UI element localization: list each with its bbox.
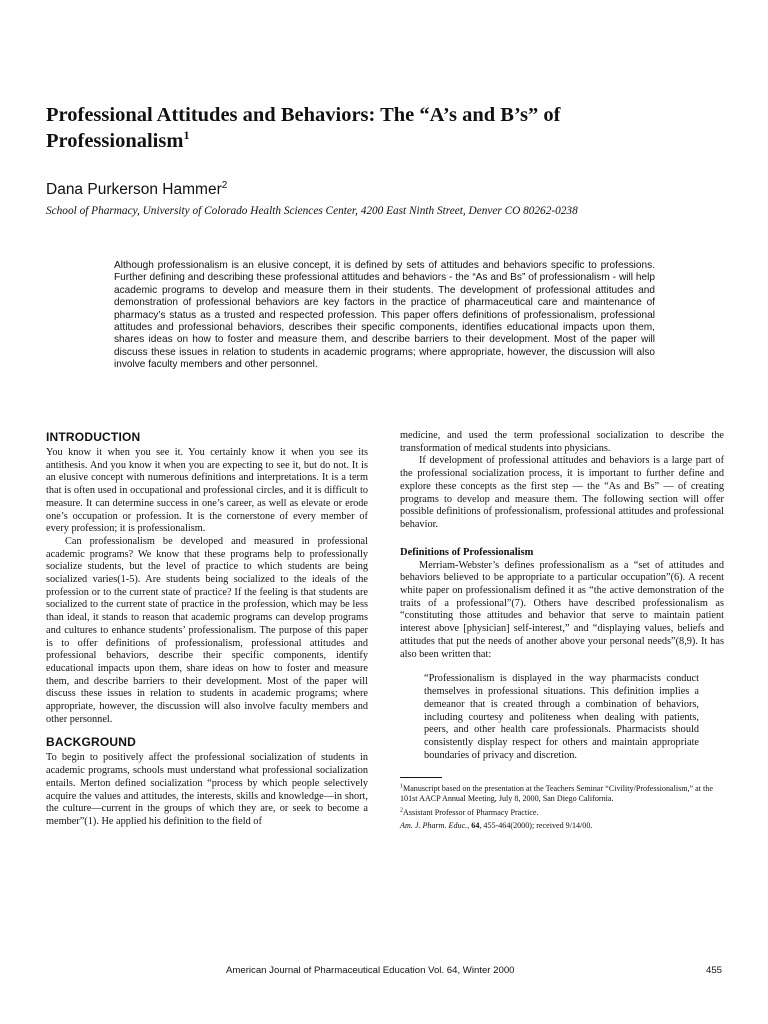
definitions-heading: Definitions of Professionalism bbox=[400, 546, 534, 558]
author-affiliation: School of Pharmacy, University of Colorado Health Sciences Center, 4200 East Ninth Street, Denver CO 80262-0238 bbox=[46, 205, 578, 217]
abstract: Although professionalism is an elusive concept, it is defined by sets of attitudes and behaviors specific to professions. Further defining and describing these professional attitudes and behaviors - the “As and Bs” of professionalism - will help academic programs to develop and measure them in their students. The development of professional attitudes and demonstration of professional behaviors are key factors in the practice of pharmaceutical care and maintenance of pharmacy’s status as a trusted and respected profession. This paper offers definitions of professionalism, professional attitudes and professional behaviors, describes their specific components, identifies educational impacts upon them, shares ideas on how to foster and measure them, and describe barriers to their development. Most of the paper will discuss these issues in relation to students in academic programs; where appropriate, however, the discussion will also involve faculty members and other personnel. bbox=[114, 260, 655, 371]
article-title bbox=[46, 102, 686, 154]
citation-details: , 455-464(2000); received 9/14/00. bbox=[479, 821, 593, 831]
citation-volume: 64 bbox=[471, 821, 480, 831]
footnote-1 bbox=[400, 784, 724, 805]
footnote-2-number: 2 bbox=[400, 806, 403, 813]
background-heading: BACKGROUND bbox=[46, 735, 136, 750]
right-column bbox=[400, 430, 724, 834]
background-paragraph-1: To begin to positively affect the professional socialization of students in academic programs, schools must understand what professional socialization entails. Merton defined socialization “process by which people selectively acquire the values and attitudes, the interests, skills and knowledge—in short, the culture—current in the groups of which they are, or seek to become a member”(1). He applied his definition to the field of bbox=[46, 752, 368, 827]
background-paragraph-2: If development of professional attitudes and behaviors is a large part of the professional socialization process, it is important to further define and explore these concepts as the first step — the “As and Bs” — of creating programs to develop and measure them. The following section will offer possible definitions of professionalism, professional attitudes and professional behavior. bbox=[400, 455, 724, 530]
introduction-paragraph-1: You know it when you see it. You certainly know it when you see its antithesis. And you know it when you are expecting to see it, but do not. It is an elusive concept with numerous definitions and interpretations. It is a term that is often used in occupational and professional circles, and it is difficult to measure. It can determine success in one’s career, as well as elevate or erode one’s occupation or profession. It is the cornerstone of every member of every profession; it is professionalism. bbox=[46, 447, 368, 535]
introduction-paragraph-2: Can professionalism be developed and measured in professional academic programs? We know that these programs help to professionally socialize students, but the level of practice to which students are being socialized varies(1-5). Are students being socialized to the ideals of the profession or to the current state of practice? If the feeling is that students are socialized to the current state of practice in the profession, which may be less than ideal, it stands to reason that academic programs can develop programs and cultures to enhance students’ professionalism. The purpose of this paper is to offer definitions of professionalism, professional attitudes and professional behaviors, describe their specific components, identify educational impacts upon them, share ideas on how to foster and measure them, and describe barriers to their development. Most of the paper will discuss these issues in relation to students in academic programs; where appropriate, however, the discussion will also involve faculty members and other personnel. bbox=[46, 535, 368, 725]
author-footnote-marker: 2 bbox=[221, 179, 228, 191]
footnote-1-text: Manuscript based on the presentation at the Teachers Seminar “Civility/Professionalism,” at the 101st AACP Annual Meeting, July 8, 2000, San Diego California. bbox=[400, 783, 713, 804]
citation-separator: , bbox=[467, 821, 472, 831]
definitions-paragraph: Merriam-Webster’s defines professionalism as a “set of attitudes and behaviors believed to be appropriate to a particular occupation”(6). A recent white paper on professionalism defined it as “the active demonstration of the traits of a professional”(7). Others have described professionalism as “constituting those attitudes and behavior that serve to maintain patient interest above [physician] self-interest,” and “displaying values, beliefs and attitudes that put the needs of another above your personal needs”(8,9). It has also been written that: bbox=[400, 559, 724, 660]
page-number: 455 bbox=[706, 965, 723, 976]
introduction-heading: INTRODUCTION bbox=[46, 430, 141, 444]
article-title-text: Professional Attitudes and Behaviors: The “A’s and B’s” of Professionalism bbox=[46, 104, 561, 152]
footnote-divider bbox=[400, 777, 442, 778]
author-name bbox=[46, 181, 227, 199]
citation-line bbox=[400, 821, 724, 831]
background-paragraph-continued: medicine, and used the term professional socialization to describe the transformation of medical students into physicians. bbox=[400, 430, 724, 454]
title-footnote-marker: 1 bbox=[183, 128, 190, 143]
citation-journal: Am. J. Pharm. Educ. bbox=[400, 821, 468, 831]
footnote-2 bbox=[400, 808, 724, 818]
author-name-text: Dana Purkerson Hammer bbox=[46, 181, 222, 198]
journal-footer: American Journal of Pharmaceutical Education Vol. 64, Winter 2000 bbox=[226, 965, 515, 976]
footnote-2-text: Assistant Professor of Pharmacy Practice. bbox=[403, 807, 539, 817]
block-quote: “Professionalism is displayed in the way pharmacists conduct themselves in professional situations. This definition implies a demeanor that is created through a combination of behaviors, including courtesy and politeness when dealing with patients, peers, and other health care professionals. Pharmacists should consistently display respect for others and maintain appropriate boundaries of privacy and discretion. bbox=[424, 673, 699, 762]
footnote-1-number: 1 bbox=[400, 783, 403, 790]
left-column bbox=[46, 430, 368, 829]
